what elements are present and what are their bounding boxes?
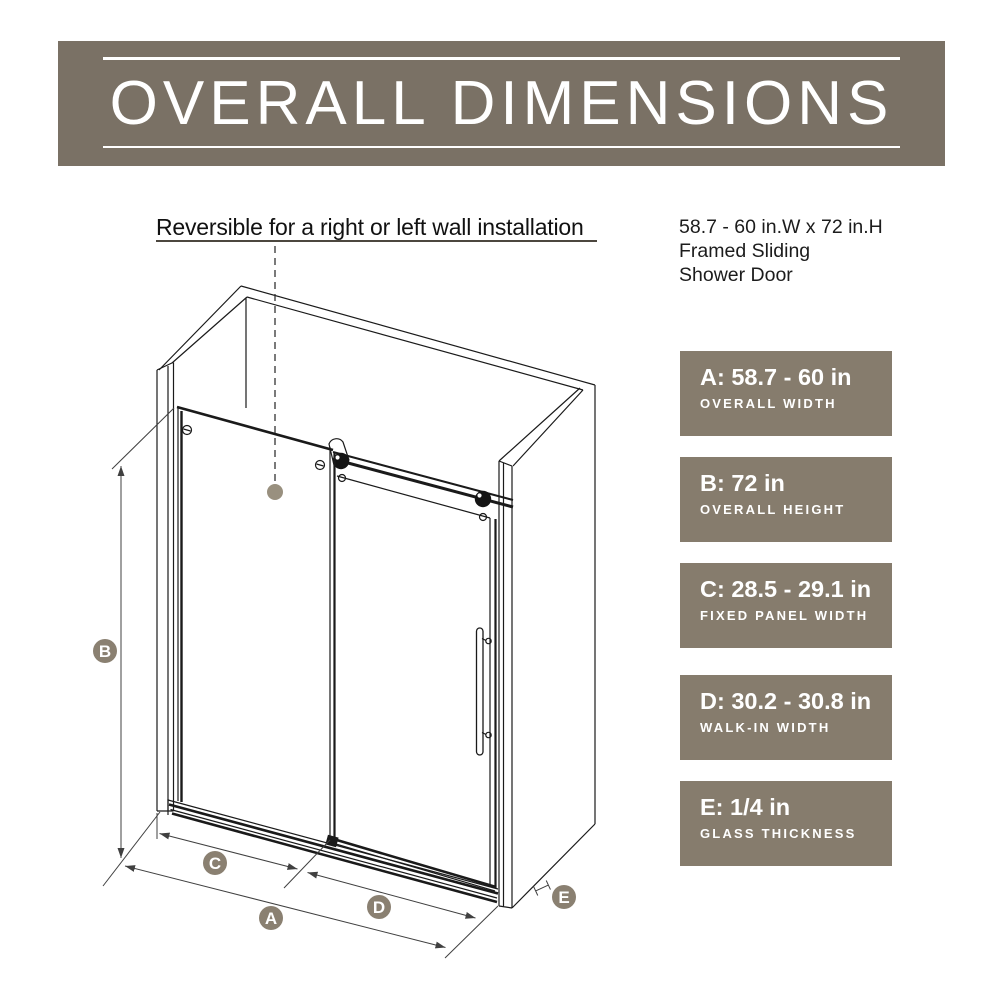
page-title: OVERALL DIMENSIONS [109, 69, 894, 138]
roller-right [475, 491, 491, 507]
badge-c [203, 851, 227, 875]
reversible-callout [267, 246, 283, 500]
svg-text:A: A [264, 909, 278, 928]
spec-value: B: 72 in [700, 470, 785, 496]
badge-e [552, 885, 576, 909]
badge-b [93, 639, 117, 663]
spec-box-overall-width [680, 351, 892, 436]
spec-value: C: 28.5 - 29.1 in [700, 576, 872, 602]
spec-box-overall-height [680, 457, 892, 542]
badge-a [259, 906, 283, 930]
screw-hole [316, 461, 325, 470]
product-size: 58.7 - 60 in.W x 72 in.H [679, 216, 883, 238]
screw-hole [183, 426, 192, 435]
svg-text:C: C [208, 854, 222, 873]
spec-box-walk-in-width [680, 675, 892, 760]
fixed-glass-panel [177, 407, 333, 802]
svg-text:E: E [558, 888, 570, 907]
dim-line-a [125, 866, 446, 948]
spec-box-glass-thickness [680, 781, 892, 866]
spec-value: D: 30.2 - 30.8 in [700, 688, 872, 714]
door-handle [477, 628, 492, 755]
bottom-track [168, 799, 498, 902]
product-info [679, 215, 883, 287]
spec-value: A: 58.7 - 60 in [700, 364, 852, 390]
top-rail-assembly [329, 439, 513, 521]
spec-label: WALK-IN WIDTH [700, 720, 831, 735]
alcove-top-frame [159, 286, 595, 824]
badge-d [367, 895, 391, 919]
spec-value: E: 1/4 in [700, 794, 791, 820]
reversible-note-underline [156, 240, 597, 242]
product-type-line2: Shower Door [679, 264, 793, 286]
spec-label: OVERALL WIDTH [700, 396, 837, 411]
callout-dot [267, 484, 283, 500]
spec-label: GLASS THICKNESS [700, 826, 857, 841]
svg-text:D: D [372, 898, 386, 917]
spec-label: FIXED PANEL WIDTH [700, 608, 869, 623]
spec-box-fixed-panel-width [680, 563, 892, 648]
product-type-line1: Framed Sliding [679, 240, 811, 262]
svg-text:B: B [98, 642, 112, 661]
wall-post-left [157, 362, 174, 811]
reversible-note: Reversible for a right or left wall installation [156, 214, 584, 240]
spec-label: OVERALL HEIGHT [700, 502, 846, 517]
glass-thickness-symbol [534, 881, 551, 896]
wall-post-right [499, 461, 595, 908]
sliding-door-panel [325, 447, 496, 891]
